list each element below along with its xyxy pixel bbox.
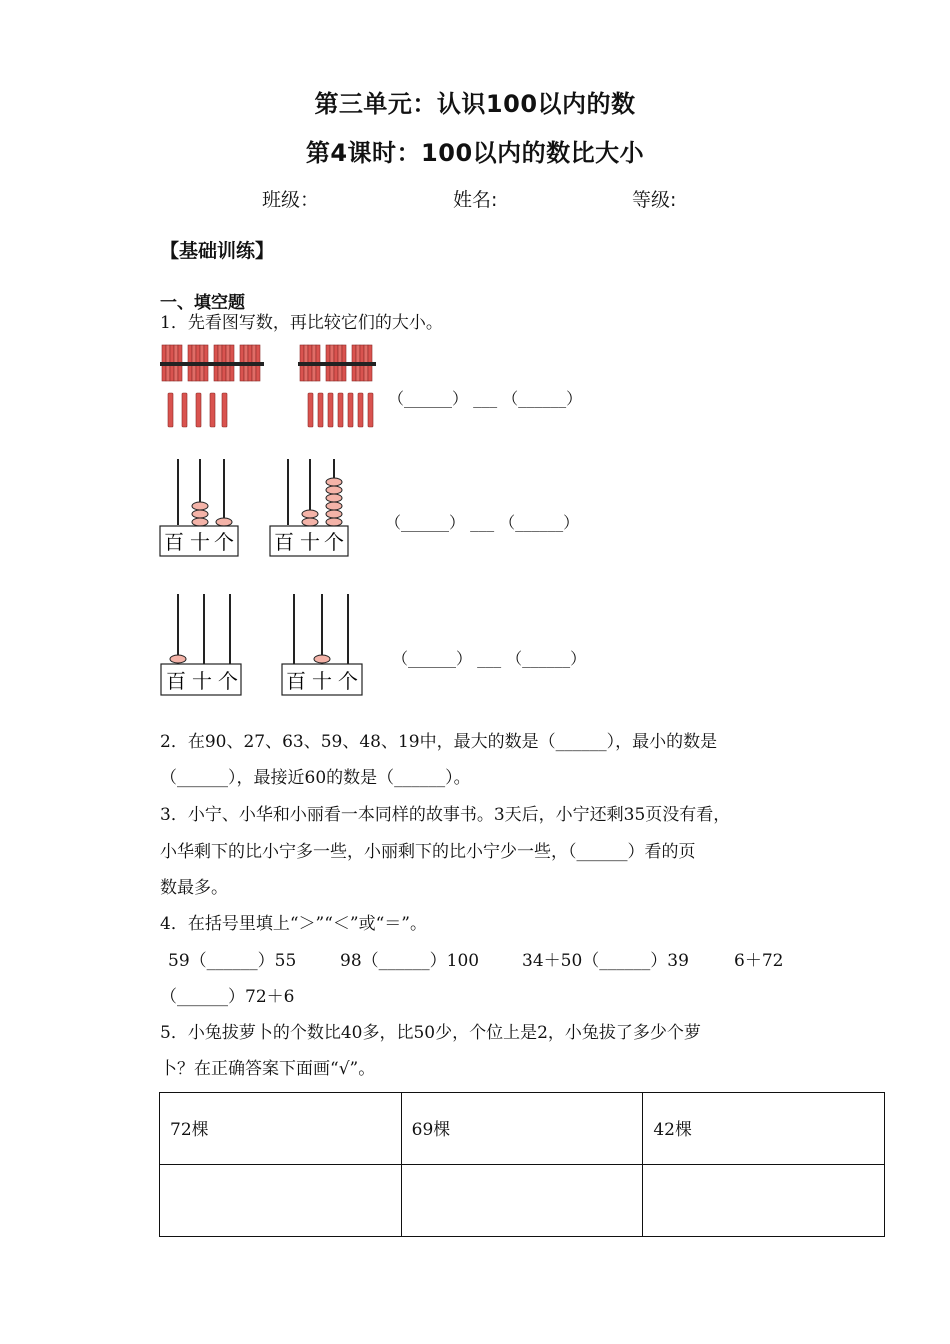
class-label: 班级： [262, 189, 320, 211]
option-69: 69棵 [401, 1093, 643, 1165]
abacus1-label-tens: 十 [190, 530, 210, 554]
q1-text: 1．先看图写数，再比较它们的大小。 [160, 313, 443, 333]
mark-cell-72[interactable] [160, 1165, 402, 1237]
q4-item-2[interactable]: 98（______）100 [340, 951, 480, 971]
q4-line2[interactable]: （______）72＋6 [160, 987, 295, 1007]
answer-table [159, 1092, 885, 1237]
unit-title: 第三单元：认识100以内的数 [314, 90, 636, 118]
q3-line2: 小华剩下的比小宁多一些，小丽剩下的比小宁少一些，（______）看的页 [160, 842, 696, 862]
abacus4-label-ones: 个 [338, 669, 358, 693]
q4-item-4[interactable]: 6＋72 [734, 951, 784, 971]
q3-line1: 3．小宁、小华和小丽看一本同样的故事书。3天后，小宁还剩35页没有看， [160, 805, 731, 825]
abacus2-label-tens: 十 [300, 530, 320, 554]
part-title: 一、填空题 [160, 293, 245, 313]
q2-line2: （______），最接近60的数是（______）。 [160, 768, 471, 788]
abacus3-label-tens: 十 [192, 669, 212, 693]
abacus2-label-hundreds: 百 [274, 530, 294, 554]
abacus4-label-hundreds: 百 [286, 669, 306, 693]
name-label: 姓名: [453, 189, 498, 211]
abacus3-label-ones: 个 [218, 669, 238, 693]
q2-line1: 2．在90、27、63、59、48、19中，最大的数是（______），最小的数是 [160, 732, 718, 752]
q5-line2: 卜？在正确答案下面画“√”。 [160, 1059, 376, 1079]
section-title: 【基础训练】 [160, 240, 275, 262]
abacus4-label-tens: 十 [312, 669, 332, 693]
bundles-right [298, 345, 376, 427]
abacus-figure-2 [158, 590, 368, 700]
q1-compare-3[interactable]: （______） ___ （______） [392, 649, 587, 668]
q5-line1: 5．小兔拔萝卜的个数比40多，比50少，个位上是2，小兔拔了多少个萝 [160, 1023, 701, 1043]
abacus1-label-ones: 个 [214, 530, 234, 554]
q1-compare-2[interactable]: （______） ___ （______） [385, 513, 580, 532]
q4-item-1[interactable]: 59（______）55 [168, 951, 297, 971]
mark-cell-42[interactable] [643, 1165, 885, 1237]
q4-text: 4．在括号里填上“＞”“＜”或“＝”。 [160, 914, 427, 934]
bundles-left [160, 345, 264, 427]
abacus1-label-hundreds: 百 [164, 530, 184, 554]
lesson-title: 第4课时：100以内的数比大小 [305, 139, 645, 167]
mark-cell-69[interactable] [401, 1165, 643, 1237]
abacus-figure-1 [158, 455, 358, 559]
mark-row [160, 1165, 885, 1237]
grade-label: 等级: [632, 189, 677, 211]
q3-line3: 数最多。 [160, 878, 228, 898]
options-row [160, 1093, 885, 1165]
stick-bundles-figure [158, 343, 388, 431]
abacus2-label-ones: 个 [324, 530, 344, 554]
q1-compare-1[interactable]: （______） ___ （______） [388, 389, 583, 408]
option-42: 42棵 [643, 1093, 885, 1165]
option-72: 72棵 [160, 1093, 402, 1165]
q4-item-3[interactable]: 34＋50（______）39 [522, 951, 689, 971]
abacus3-label-hundreds: 百 [166, 669, 186, 693]
